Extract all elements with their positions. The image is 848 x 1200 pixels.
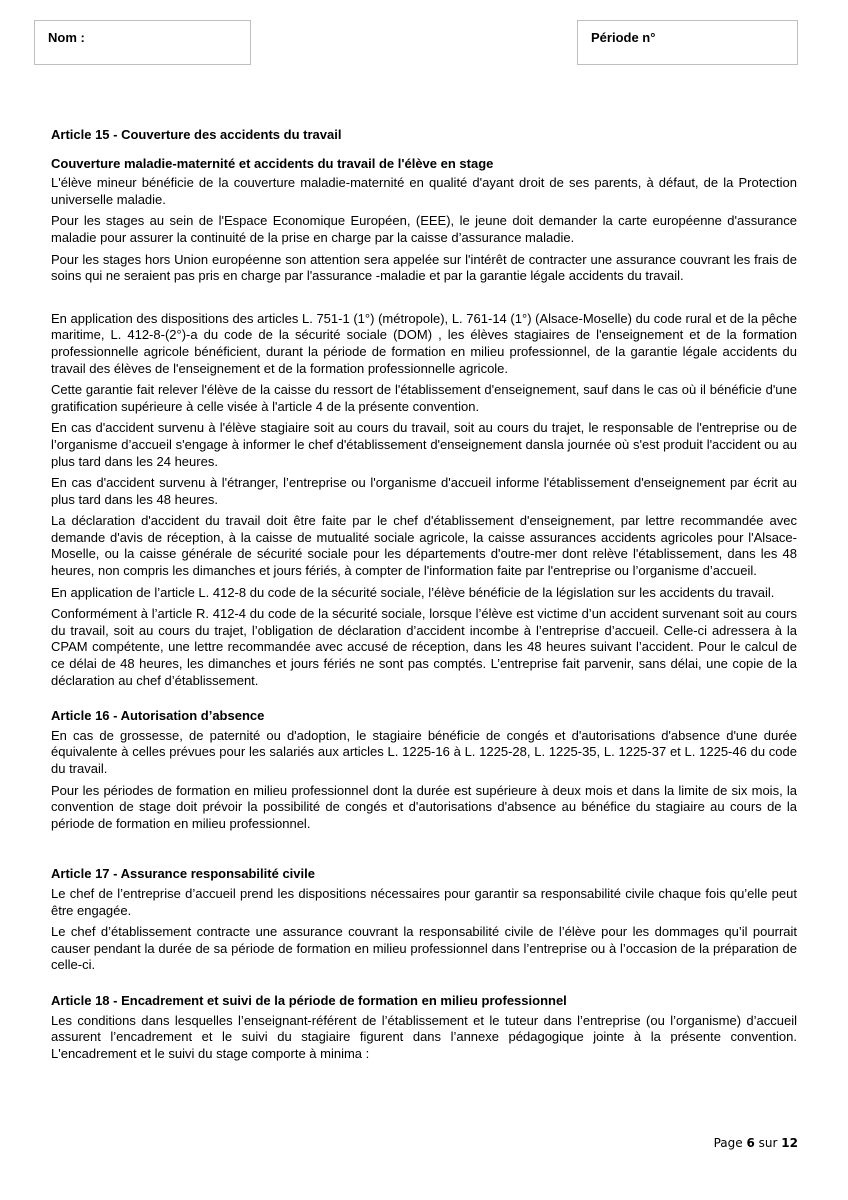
article-17-title: Article 17 - Assurance responsabilité civile	[51, 866, 315, 882]
article-16-title: Article 16 - Autorisation d’absence	[51, 708, 265, 724]
page-word: Page	[713, 1136, 743, 1150]
paragraph: En cas de grossesse, de paternité ou d'adoption, le stagiaire bénéficie de congés et d'autorisations d'absence d'une durée équivalente à celles prévues pour les salariés aux articles L. 1225-16 à L. 1225-28, L. 1225-35, L. 1225-37 et L. 1225-46 du code du travail.	[51, 727, 797, 776]
paragraph: Le chef de l’entreprise d’accueil prend les dispositions nécessaires pour garantir sa responsabilité civile chaque fois qu’elle peut être engagée.	[51, 885, 797, 918]
paragraph: En application de l’article L. 412-8 du code de la sécurité sociale, l’élève bénéficie de la législation sur les accidents du travail.	[51, 584, 775, 600]
sur-word: sur	[758, 1136, 778, 1150]
paragraph: En cas d'accident survenu à l'élève stagiaire soit au cours du travail, soit au cours du trajet, le responsable de l'entreprise ou de l’organisme d’accueil s'engage à informer le chef d'établissement d'enseignement dansla journée où s'est produit l'accident ou au plus tard dans les 24 heures.	[51, 420, 797, 469]
paragraph: Cette garantie fait relever l'élève de la caisse du ressort de l'établissement d'enseignement, sauf dans le cas où il bénéficie d'une gratification supérieure à celle visée à l'article 4 de la présente convention.	[51, 382, 797, 414]
paragraph: Pour les stages hors Union européenne son attention sera appelée sur l'intérêt de contracter une assurance couvrant les frais de soins qui ne seraient pas pris en charge par l'assurance -maladie et par la garantie légale accidents du travail.	[51, 251, 797, 284]
document-body	[51, 127, 797, 1067]
paragraph: En cas d'accident survenu à l'étranger, l’entreprise ou l'organisme d'accueil informe l'établissement d'enseignement par écrit au plus tard dans les 48 heures.	[51, 475, 797, 507]
nom-field-box	[34, 20, 251, 65]
paragraph: Le chef d’établissement contracte une assurance couvrant la responsabilité civile de l’élève pour les dommages qu’il pourrait causer pendant la durée de sa période de formation en milieu professionnel dans l’entreprise ou à l’occasion de la préparation de celle-ci.	[51, 924, 797, 973]
article-18-title: Article 18 - Encadrement et suivi de la période de formation en milieu professionnel	[51, 992, 567, 1008]
nom-label: Nom :	[48, 30, 85, 45]
paragraph: Conformément à l’article R. 412-4 du code de la sécurité sociale, lorsque l’élève est victime d’un accident survenant soit au cours du travail, soit au cours du trajet, l’obligation de déclaration d’accident incombe à l’entreprise d’accueil. Celle-ci adressera à la CPAM compétente, une lettre recommandée avec accusé de réception, dans les 48 heures suivant l’accident. Pour le calcul de ce délai de 48 heures, les dimanches et jours fériés ne sont pas comptés. L’entreprise fait parvenir, sans délai, une copie de la déclaration au chef d’établissement.	[51, 606, 797, 688]
article-15-subtitle: Couverture maladie-maternité et accidents du travail de l'élève en stage	[51, 155, 494, 171]
paragraph: L'élève mineur bénéficie de la couverture maladie-maternité en qualité d'ayant droit de ses parents, à défaut, de la Protection universelle maladie.	[51, 175, 797, 207]
paragraph: Pour les périodes de formation en milieu professionnel dont la durée est supérieure à deux mois et dans la limite de six mois, la convention de stage doit prévoir la possibilité de congés et d'autorisations d'absence au bénéfice du stagiaire au cours de la période de formation en milieu professionnel.	[51, 782, 797, 831]
periode-field-box	[577, 20, 798, 65]
paragraph: Pour les stages au sein de l'Espace Economique Européen, (EEE), le jeune doit demander la carte européenne d'assurance maladie pour assurer la continuité de la prise en charge par la caisse d’assurance maladie.	[51, 213, 797, 245]
article-15-title: Article 15 - Couverture des accidents du travail	[51, 127, 342, 142]
paragraph: La déclaration d'accident du travail doit être faite par le chef d'établissement d'enseignement, par lettre recommandée avec demande d'avis de réception, à la caisse de mutualité sociale agricole, la caisse assurances accidents agricoles pour l'Alsace-Moselle, ou la caisse générale de sécurité sociale pour les départements d'outre-mer dont relève l'établissement, dans les 48 heures, non compris les dimanches et jours fériés, à compter de l'information faite par l'entreprise ou l’organisme d’accueil.	[51, 513, 797, 579]
current-page: 6	[746, 1136, 755, 1150]
paragraph: Les conditions dans lesquelles l’enseignant-référent de l’établissement et le tuteur dans l’entreprise (ou l’organisme) d’accueil assurent l’encadrement et le suivi du stagiaire figurent dans l’annexe pédagogique jointe à la présente convention. L'encadrement et le suivi du stage comporte à minima :	[51, 1012, 797, 1061]
periode-label: Période n°	[591, 30, 656, 45]
total-pages: 12	[781, 1136, 798, 1150]
page-number	[714, 1136, 798, 1150]
paragraph: En application des dispositions des articles L. 751-1 (1°) (métropole), L. 761-14 (1°) (Alsace-Moselle) du code rural et de la pêche maritime, L. 412-8-(2°)-a du code de la sécurité sociale (DOM) , les élèves stagiaires de l'enseignement et de la formation professionnelle agricole bénéficient, durant la période de formation en milieu professionnel, de la garantie légale accidents du travail des élèves de l'enseignement et de la formation professionnelle agricole.	[51, 310, 797, 376]
